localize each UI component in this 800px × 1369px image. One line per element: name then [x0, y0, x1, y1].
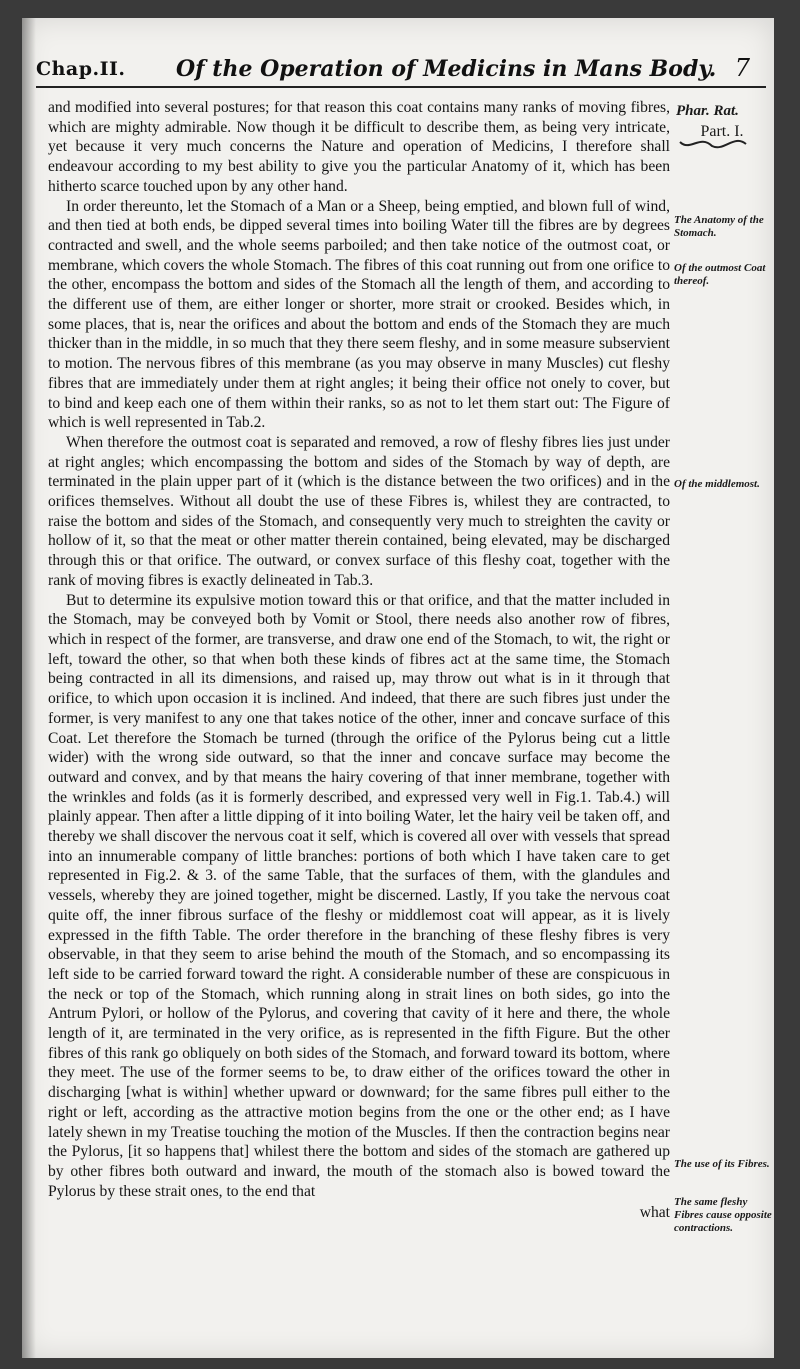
page-gutter-shadow [22, 18, 36, 1358]
chapter-label: Chap.II. [36, 58, 126, 80]
margin-note-middlemost: Of the middlemost. [674, 478, 760, 490]
running-header [36, 54, 766, 88]
paragraph-1: and modified into several postures; for that reason this coat contains many ranks of moving fibres, which are mighty admirable. Now though it be difficult to describe them, as being very intricate, yet because it very much concerns the Nature and operation of Medicins, I therefore shall endeavour according to my best ability to give you the particular Anatomy of it, which has been hitherto scarce touched upon by any other hand. [48, 99, 670, 195]
margin-note-outmost-coat: Of the outmost Coat thereof. [674, 262, 766, 287]
running-title: Of the Operation of Medicins in Mans Body. [176, 56, 717, 82]
paragraph-3: When therefore the outmost coat is separated and removed, a row of fleshy fibres lies just under at right angles; which encompassing the bottom and sides of the Stomach by way of depth, are terminated in the plain upper part of it (which is the distance between the two orifices) and in the orifices themselves. Without all doubt the use of these Fibres is, whilest they are contracted, to raise the bottom and sides of the Stomach, and consequently very much to streighten the cavity or hollow of it, so that the meat or other matter therein contained, being elevated, may be discharged through this or that orifice. The outward, or convex surface of this fleshy coat, together with the rank of moving fibres is exactly delineated in Tab.3. [48, 433, 670, 589]
margin-phar-rat: Phar. Rat. [676, 103, 739, 119]
margin-part: Part. I. [700, 123, 744, 140]
paragraph-2: In order thereunto, let the Stomach of a Man or a Sheep, being emptied, and blown full of wind, and then tied at both ends, be dipped several times into boiling Water till the fibres are by degrees contracted and swell, and the whole seems parboiled; and then take notice of the outmost coat, or membrane, which covers the whole Stomach. The fibres of this coat running out from one orifice to the other, encompass the bottom and sides of the Stomach all the length of them, and according to the different use of them, are either longer or shorter, more strait or crooked. Besides which, in some places, that is, near the orifices and about the bottom and ends of the Stomach they are much thicker than in the middle, in so much that they there seem fleshy, and in some measure subservient to motion. The nervous fibres of this membrane (as you may observe in many Muscles) cut fleshy fibres that are immediately under them at right angles; it being their office not onely to cover, but to bind and keep each one of them within their ranks, so as not to let them start out: The Figure of which is well represented in Tab.2. [48, 197, 670, 432]
margin-note-anatomy: The Anatomy of the Stomach. [674, 214, 764, 239]
margin-note-opposite-contractions: The same fleshy Fibres cause opposite contractions. [674, 1196, 772, 1234]
ornament-flourish [678, 138, 748, 152]
margin-note-use-of-fibres: The use of its Fibres. [674, 1158, 770, 1170]
catchword: what [639, 1204, 670, 1222]
body-text [48, 98, 670, 1223]
book-page [22, 18, 774, 1358]
page-number: 7 [734, 54, 750, 82]
paragraph-4: But to determine its expulsive motion toward this or that orifice, and that the matter included in the Stomach, may be conveyed both by Vomit or Stool, there needs also another row of fibres, which in respect of the former, are transverse, and draw one end of the Stomach, to wit, the right or left, toward the other, so that when both these kinds of fibres act at the same time, the Stomach being contracted in all its dimensions, and raised up, may throw out what is in it through that orifice, to which upon occasion it is inclined. And indeed, that there are such fibres just under the former, is very manifest to any one that takes notice of the other, inner and concave surface of this Coat. Let therefore the Stomach be turned (through the orifice of the Pylorus being cut a little wider) with the wrong side outward, so that the inner and concave surface may become the outward and convex, and by that means the hairy covering of that inner membrane, together with the wrinkles and folds (as it is formerly described, and expressed very well in Fig.1. Tab.4.) will plainly appear. Then after a little dipping of it into boiling Water, let the hairy veil be taken off, and thereby we shall discover the nervous coat it self, which is covered all over with vessels that spread into an innumerable company of little branches: portions of both which I have taken care to get represented in Fig.2. & 3. of the same Table, that the surfaces of them, with the glandules and vessels, whereby they are joined together, might be discerned. Lastly, If you take the nervous coat quite off, the inner fibrous surface of the fleshy or middlemost coat will appear, as it is lively expressed in the fifth Table. The order therefore in the branching of these fleshy fibres is very observable, in that they seem to arise behind the mouth of the Stomach, and so encompassing its left side to be carried forward toward the right. A considerable number of these are conspicuous in the neck or top of the Stomach, which running along in strait lines on both sides, go into the Antrum Pylori, or hollow of the Pylorus, and covering that cavity of it here and there, the whole length of it, are terminated in the very orifice, as is represented in the fifth Figure. But the other fibres of this rank go obliquely on both sides of the Stomach, and forward toward its bottom, where they meet. The use of the former seems to be, to draw either of the orifices toward the other in discharging [what is within] whether upward or downward; for the same fibres pull either to the right or left, according as the attractive motion begins from the one or the other end; as I have lately shewn in my Treatise touching the motion of the Muscles. If then the contraction begins near the Pylorus, [it so happens that] whilest there the bottom and sides of the stomach are gathered up by other fibres both outward and inward, the mouth of the stomach also is bowed toward the Pylorus by these strait ones, to the end that [48, 591, 670, 1200]
